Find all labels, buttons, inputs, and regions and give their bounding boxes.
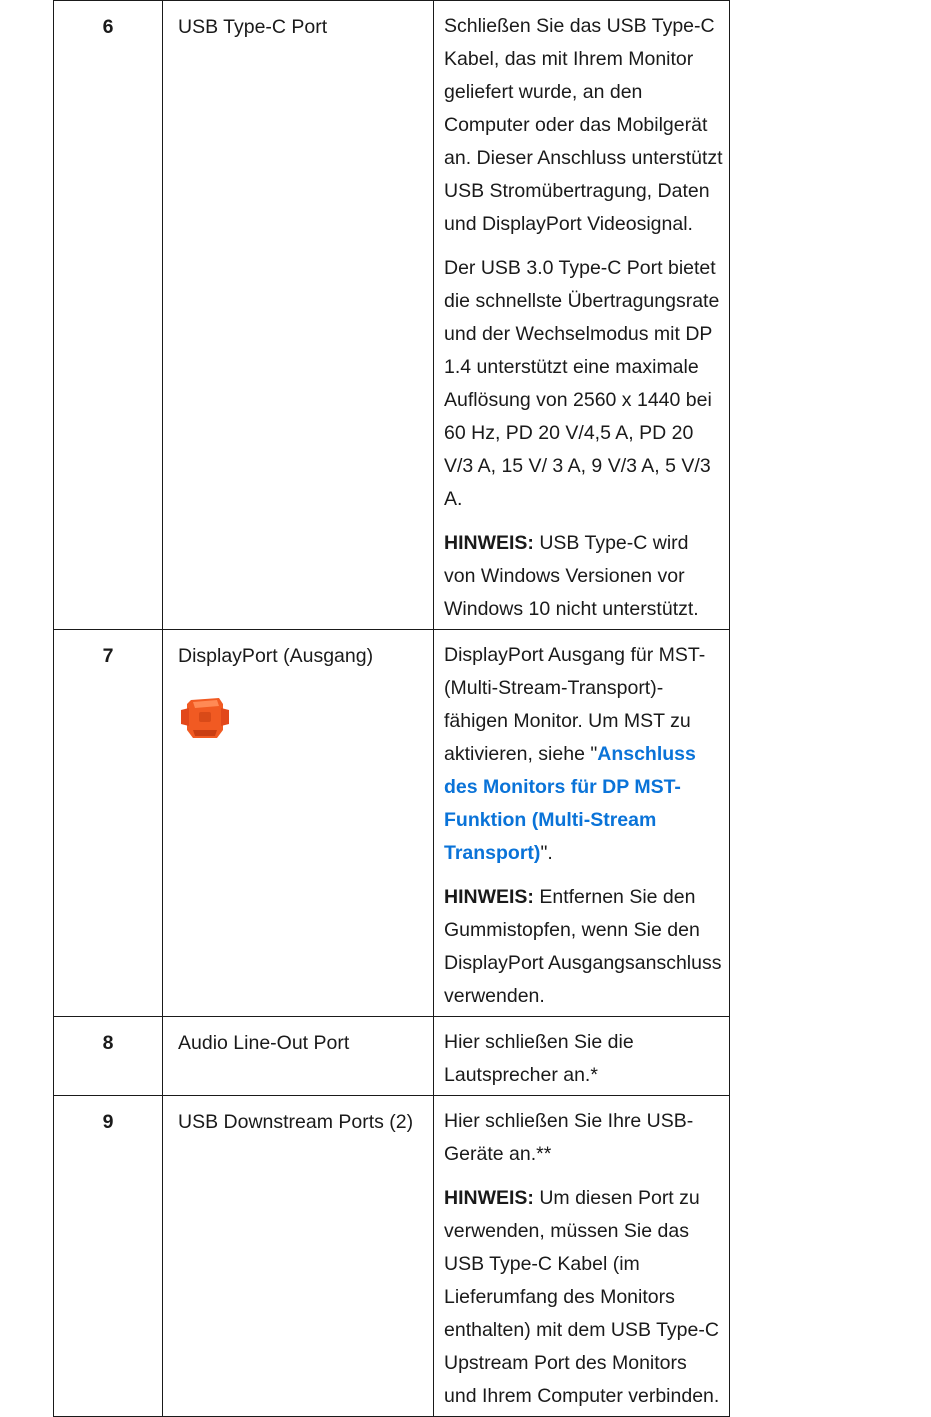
row-number: 7 [54,630,163,1017]
note-label: HINWEIS: [444,532,534,554]
note-text: Um diesen Port zu verwenden, müssen Sie das USB Type-C Kabel (im Lieferumfang des Monitors enthalten) mit dem USB Type-C Upstream Port des Monitors und Ihrem Computer verbinden. [444,1187,720,1407]
row-number: 6 [54,1,163,630]
note-label: HINWEIS: [444,1187,534,1209]
table-row [54,1017,730,1096]
table-row [54,1096,730,1417]
description-cell [434,630,730,1017]
note-text: Entfernen Sie den Gummistopfen, wenn Sie den DisplayPort Ausgangsanschluss verwenden. [444,886,722,1007]
feature-name: Audio Line-Out Port [163,1017,434,1096]
note [444,1182,723,1413]
rubber-plug-icon [179,696,231,740]
feature-name: USB Downstream Ports (2) [163,1096,434,1417]
feature-name: USB Type-C Port [163,1,434,630]
table-row [54,1,730,630]
row-number: 9 [54,1096,163,1417]
note-label: HINWEIS: [444,886,534,908]
note-text: USB Type-C wird von Windows Versionen vor Windows 10 nicht unterstützt. [444,532,699,620]
description-paragraph: Hier schließen Sie die Lautsprecher an.* [444,1031,634,1086]
row-number: 8 [54,1017,163,1096]
section-link[interactable]: Anschluss des Monitors für DP MST-Funktion (Multi-Stream Transport) [444,743,696,864]
description-paragraph: Der USB 3.0 Type-C Port bietet die schnellste Übertragungsrate und der Wechselmodus mit DP 1.4 unterstützt eine maximale Auflösung von 2560 x 1440 bei 60 Hz, PD 20 V/4,5 A, PD 20 V/3 A, 15 V/ 3 A, 9 V/3 A, 5 V/3 A. [444,257,720,510]
feature-name: DisplayPort (Ausgang) [178,645,374,667]
description-paragraph: Hier schließen Sie Ihre USB-Geräte an.** [444,1110,694,1165]
description-text: DisplayPort Ausgang für MST-(Multi-Stream-Transport)-fähigen Monitor. Um MST zu aktivieren, siehe " [444,644,706,765]
port-table [53,0,730,1417]
description-cell [434,1,730,630]
table-row [54,630,730,1017]
note [444,527,723,626]
description-paragraph [444,639,723,870]
description-text: ". [540,842,553,864]
feature-cell [163,630,434,1017]
description-cell [434,1017,730,1096]
description-cell [434,1096,730,1417]
note [444,881,723,1013]
description-paragraph: Schließen Sie das USB Type-C Kabel, das mit Ihrem Monitor geliefert wurde, an den Computer oder das Mobilgerät an. Dieser Anschluss unterstützt USB Stromübertragung, Daten und DisplayPort Videosignal. [444,15,723,235]
